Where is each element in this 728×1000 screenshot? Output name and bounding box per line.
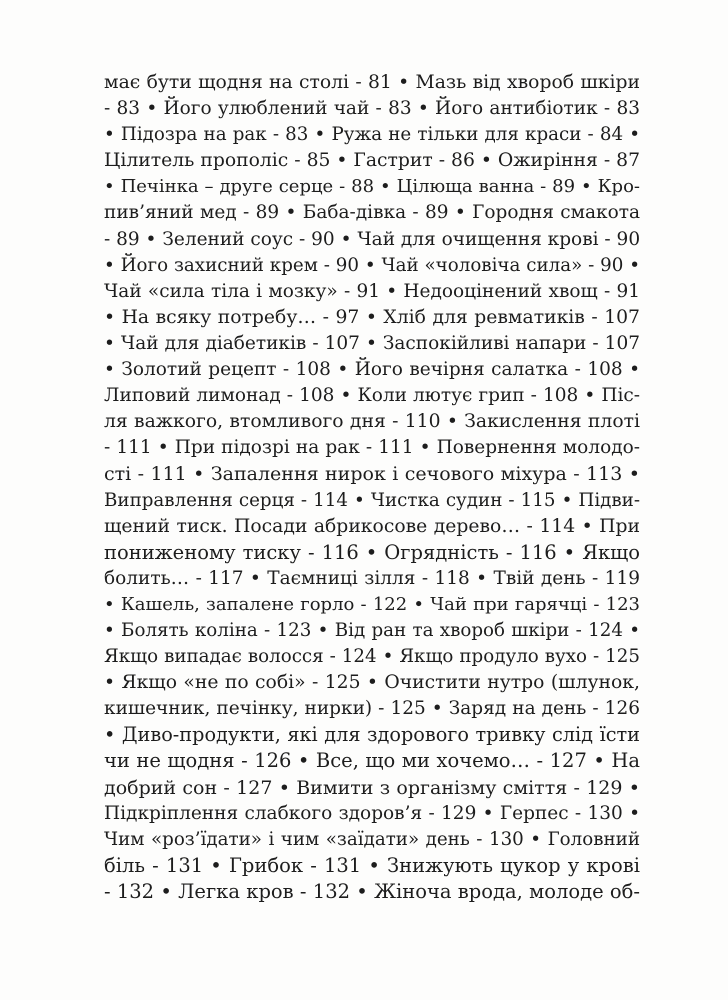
text-line: сті - 111 • Запалення нирок і сечового міхура - 113 • xyxy=(104,463,640,486)
text-line: болить… - 117 • Таємниці зілля - 118 • Твій день - 119 xyxy=(104,567,640,589)
text-line: • На всяку потребу… - 97 • Хліб для ревматиків - 107 xyxy=(104,306,640,328)
text-line: Якщо випадає волосся - 124 • Якщо продуло вухо - 125 xyxy=(104,646,640,668)
text-line: Чай «сила тіла і мозку» - 91 • Недооцінений хвощ - 91 xyxy=(104,280,640,302)
text-line: Чим «роз’їдати» і чим «заїдати» день - 130 • Головний xyxy=(104,828,640,850)
text-line: • Його захисний крем - 90 • Чай «чоловіча сила» - 90 • xyxy=(104,254,640,276)
text-line: Цілитель прополіс - 85 • Гастрит - 86 • Ожиріння - 87 xyxy=(104,150,640,172)
text-line: • Болять коліна - 123 • Від ран та хвороб шкіри - 124 • xyxy=(104,619,640,641)
text-line: • Якщо «не по собі» - 125 • Очистити нутро (шлунок, xyxy=(104,672,640,694)
text-line: - 111 • При підозрі на рак - 111 • Повернення молодо- xyxy=(104,437,640,459)
text-line: - 132 • Легка кров - 132 • Жіноча врода, молоде об- xyxy=(104,879,640,903)
text-line: • Печінка – друге серце - 88 • Цілюща ванна - 89 • Кро- xyxy=(104,176,640,198)
text-line: кишечник, печінку, нирки) - 125 • Заряд на день - 126 xyxy=(104,698,640,720)
text-line: добрий сон - 127 • Вимити з організму сміття - 129 • xyxy=(104,776,640,799)
text-line: біль - 131 • Грибок - 131 • Знижують цукор у крові xyxy=(104,853,640,877)
text-line: ля важкого, втомливого дня - 110 • Закислення плоті xyxy=(104,411,640,433)
text-line: • Золотий рецепт - 108 • Його вечірня салатка - 108 • xyxy=(104,359,640,381)
text-line: Підкріплення слабкого здоров’я - 129 • Герпес - 130 • xyxy=(104,802,640,824)
text-line: Липовий лимонад - 108 • Коли лютує грип - 108 • Піс- xyxy=(104,385,640,407)
text-line: має бути щодня на столі - 81 • Мазь від хвороб шкіри xyxy=(104,72,640,93)
text-line: • Кашель, запалене горло - 122 • Чай при гарячці - 123 xyxy=(104,593,640,615)
text-line: Виправлення серця - 114 • Чистка судин - 115 • Підви- xyxy=(104,489,640,511)
text-line: • Диво-продукти, які для здорового тривку слід їсти xyxy=(104,723,640,747)
text-line: - 83 • Його улюблений чай - 83 • Його антибіотик - 83 xyxy=(104,98,640,120)
text-line: щений тиск. Посади абрикосове дерево… - 114 • При xyxy=(104,515,640,537)
text-line: - 89 • Зелений соус - 90 • Чай для очищення крові - 90 xyxy=(104,228,640,250)
index-text-block xyxy=(104,70,640,905)
text-line: чи не щодня - 126 • Все, що ми хочемо… - 127 • На xyxy=(104,749,640,773)
text-line: пив’яний мед - 89 • Баба-дівка - 89 • Городня смакота xyxy=(104,202,640,224)
text-line: • Підозра на рак - 83 • Ружа не тільки для краси - 84 • xyxy=(104,124,640,146)
text-line: • Чай для діабетиків - 107 • Заспокійливі напари - 107 xyxy=(104,332,640,354)
text-line: пониженому тиску - 116 • Огрядність - 116 • Якщо xyxy=(104,540,640,564)
